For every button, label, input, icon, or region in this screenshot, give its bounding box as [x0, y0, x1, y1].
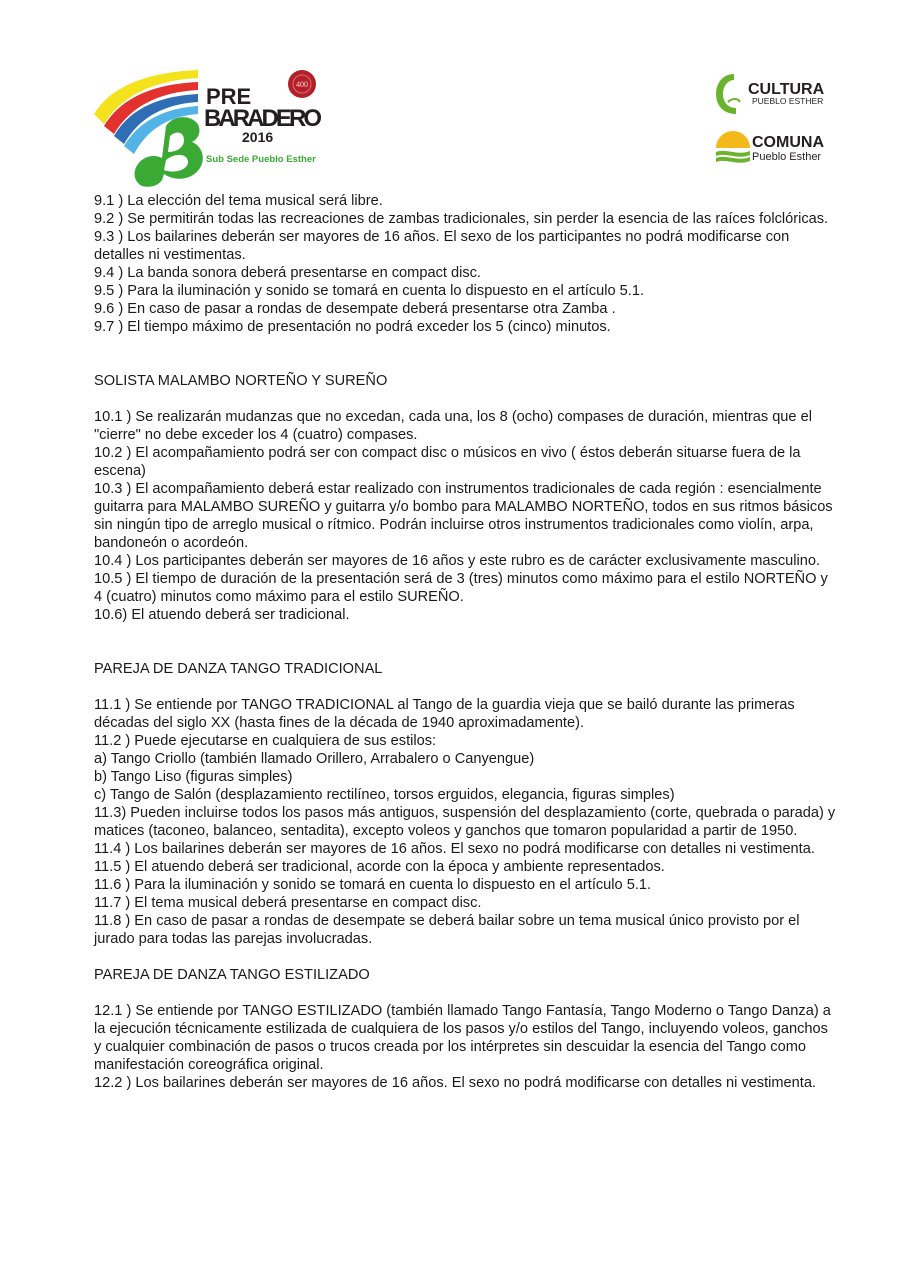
item-11-1: 11.1 ) Se entiende por TANGO TRADICIONAL al Tango de la guardia vieja que se bailó durante las primeras décadas del siglo XX (hasta fines de la década de 1940 aproximadamente).: [94, 697, 795, 731]
item-11-2-c: c) Tango de Salón (desplazamiento rectilíneo, torsos erguidos, elegancia, figuras simples): [94, 787, 675, 803]
item-10-1: 10.1 ) Se realizarán mudanzas que no excedan, cada una, los 8 (ocho) compases de duración, mientras que el "cierre" no debe exceder los 4 (cuatro) compases.: [94, 409, 812, 443]
logo-subtitle: Sub Sede Pueblo Esther: [206, 154, 316, 165]
baradero-rainbow-icon: [94, 70, 203, 187]
item-11-7: 11.7 ) El tema musical deberá presentarse en compact disc.: [94, 895, 482, 911]
item-11-3: 11.3) Pueden incluirse todos los pasos más antiguos, suspensión del desplazamiento (corte, quebrada o parada) y matices (taconeo, balanceo, sentadita), excepto voleos y ganchos que tomaron popularidad a partir de 1950.: [94, 805, 836, 839]
item-9-3: 9.3 ) Los bailarines deberán ser mayores de 16 años. El sexo de los participantes no podrá modificarse con detalles ni vestimentas.: [94, 229, 790, 263]
section-11-list: [94, 696, 838, 948]
item-11-2-b: b) Tango Liso (figuras simples): [94, 769, 293, 785]
section-9-list: [94, 192, 838, 336]
seal-text: 400: [296, 80, 308, 89]
item-9-5: 9.5 ) Para la iluminación y sonido se tomará en cuenta lo dispuesto en el artículo 5.1.: [94, 283, 645, 299]
item-9-7: 9.7 ) El tiempo máximo de presentación no podrá exceder los 5 (cinco) minutos.: [94, 319, 611, 335]
wax-seal-icon: [288, 70, 316, 98]
item-9-1: 9.1 ) La elección del tema musical será libre.: [94, 193, 383, 209]
comuna-subtitle: Pueblo Esther: [752, 151, 822, 163]
item-10-4: 10.4 ) Los participantes deberán ser mayores de 16 años y este rubro es de carácter exclusivamente masculino.: [94, 553, 821, 569]
logo-pre: PRE: [206, 84, 252, 109]
comuna-title: COMUNA: [752, 134, 824, 151]
item-9-2: 9.2 ) Se permitirán todas las recreaciones de zambas tradicionales, sin perder la esencia de las raíces folclóricas.: [94, 211, 829, 227]
item-12-1: 12.1 ) Se entiende por TANGO ESTILIZADO (también llamado Tango Fantasía, Tango Moderno o Tango Danza) a la ejecución técnicamente estilizada de cualquiera de los pasos y/o estilos del Tango, incluyendo voleos, ganchos y cualquier combinación de pasos o trucos creada por los intérpretes sin descuidar la esencia del Tango como manifestación coreográfica original.: [94, 1003, 831, 1073]
item-11-4: 11.4 ) Los bailarines deberán ser mayores de 16 años. El sexo no podrá modificarse con detalles ni vestimenta.: [94, 841, 815, 857]
item-9-6: 9.6 ) En caso de pasar a rondas de desempate deberá presentarse otra Zamba .: [94, 301, 616, 317]
comuna-sun-icon: [716, 131, 750, 163]
cultura-c-icon: [716, 74, 740, 114]
section-12-list: [94, 1002, 838, 1092]
cultura-title: CULTURA: [748, 81, 825, 98]
cultura-comuna-logos: [714, 72, 844, 168]
section-11-title: PAREJA DE DANZA TANGO TRADICIONAL: [94, 661, 383, 677]
section-12-title: PAREJA DE DANZA TANGO ESTILIZADO: [94, 967, 370, 983]
pre-baradero-logo: [92, 66, 332, 188]
item-11-8: 11.8 ) En caso de pasar a rondas de desempate se deberá bailar sobre un tema musical único provisto por el jurado para todas las parejas involucradas.: [94, 913, 800, 947]
item-10-6: 10.6) El atuendo deberá ser tradicional.: [94, 607, 350, 623]
cultura-subtitle: PUEBLO ESTHER: [752, 96, 824, 106]
item-12-2: 12.2 ) Los bailarines deberán ser mayores de 16 años. El sexo no podrá modificarse con detalles ni vestimenta.: [94, 1075, 816, 1091]
item-10-2: 10.2 ) El acompañamiento podrá ser con compact disc o músicos en vivo ( éstos deberán situarse fuera de la escena): [94, 445, 801, 479]
item-11-5: 11.5 ) El atuendo deberá ser tradicional, acorde con la época y ambiente representados.: [94, 859, 665, 875]
document-body: [94, 192, 838, 1092]
page-header: [0, 0, 906, 192]
item-10-5: 10.5 ) El tiempo de duración de la presentación será de 3 (tres) minutos como máximo para el estilo NORTEÑO y 4 (cuatro) minutos como máximo para el estilo SUREÑO.: [94, 571, 828, 605]
item-11-2-a: a) Tango Criollo (también llamado Orillero, Arrabalero o Canyengue): [94, 751, 535, 767]
section-10-list: [94, 408, 838, 624]
section-10-title: SOLISTA MALAMBO NORTEÑO Y SUREÑO: [94, 373, 388, 389]
item-11-2: 11.2 ) Puede ejecutarse en cualquiera de sus estilos:: [94, 733, 437, 749]
logo-baradero: BARADERO: [204, 105, 322, 132]
item-9-4: 9.4 ) La banda sonora deberá presentarse en compact disc.: [94, 265, 481, 281]
logo-year: 2016: [242, 129, 274, 145]
item-11-6: 11.6 ) Para la iluminación y sonido se tomará en cuenta lo dispuesto en el artículo 5.1.: [94, 877, 652, 893]
item-10-3: 10.3 ) El acompañamiento deberá estar realizado con instrumentos tradicionales de cada región : esencialmente guitarra para MALAMBO SUREÑO y guitarra y/o bombo para MALAMBO NORTEÑO, todos en sus ritmos básicos sin ningún tipo de arreglo musical o rítmico. Podrán incluirse otros instrumentos tradicionales como violín, arpa, bandoneón o acordeón.: [94, 481, 833, 551]
